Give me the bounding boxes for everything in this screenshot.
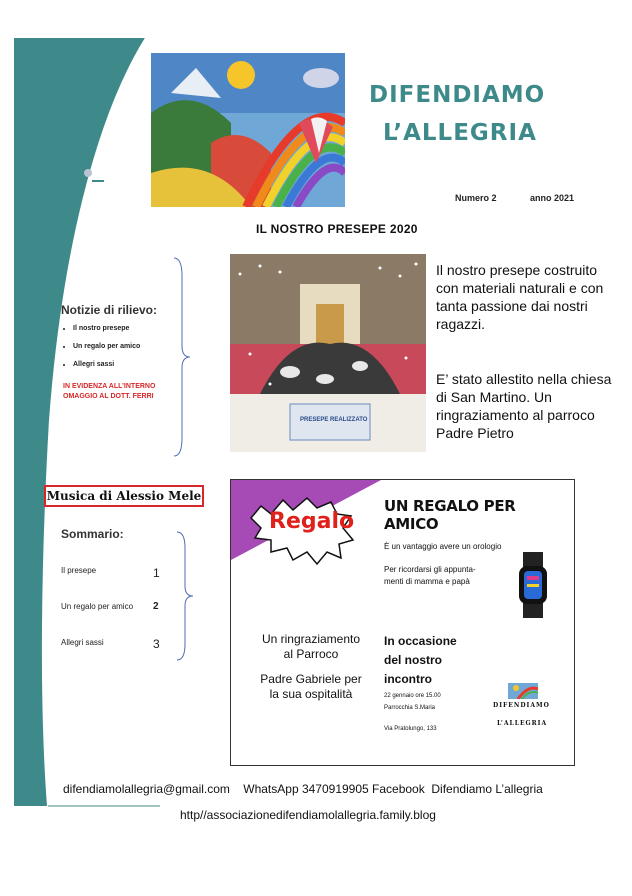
thanks-parroco (241, 632, 381, 662)
occasion-text (384, 632, 457, 689)
regalo-label: Regalo (269, 509, 355, 534)
photo-caption: PRESEPE REALIZZATO (300, 417, 368, 423)
event-date: 22 gennaio ore 15.00 (384, 693, 441, 699)
occasion-line: incontro (384, 672, 432, 686)
gift-line2b: menti di mamma e papà (384, 577, 470, 586)
summary-brace (175, 530, 197, 662)
bullet-dot (84, 169, 92, 177)
newsletter-title-line2: L’ALLEGRIA (383, 120, 537, 146)
summary-title: Sommario: (61, 527, 124, 541)
summary-item-page: 3 (153, 637, 160, 651)
highlights-title: Notizie di rilievo: (61, 303, 158, 317)
highlights-note-line1: IN EVIDENZA ALL’INTERNO (63, 383, 156, 390)
gift-line1: È un vantaggio avere un orologio (384, 542, 502, 551)
summary-item-page: 1 (153, 566, 160, 580)
issue-number: Numero 2 (455, 193, 497, 203)
gift-box (230, 479, 575, 766)
summary-item-label: Allegri sassi (61, 638, 104, 647)
occasion-line: del nostro (384, 653, 443, 667)
summary-item-label: Il presepe (61, 566, 97, 575)
thanks-line: Un ringraziamento (261, 632, 361, 646)
smartwatch-image (509, 552, 561, 618)
highlights-note-line2: OMAGGIO AL DOTT. FERRI (63, 393, 154, 400)
music-credit: Musica di Alessio Mele (44, 485, 204, 507)
event-place: Parrocchia S.Maria (384, 705, 436, 711)
summary-item-label: Un regalo per amico (61, 602, 134, 611)
footer-url: http//associazionedifendiamolallegria.family.blog (180, 808, 436, 822)
small-logo-line2: L’ALLEGRIA (497, 720, 548, 727)
highlights-brace (172, 256, 192, 458)
occasion-line: In occasione (384, 634, 457, 648)
highlight-item: • Allegri sassi (73, 361, 188, 368)
highlight-item: • Un regalo per amico (73, 343, 188, 350)
event-address: Via Pratolungo, 133 (384, 726, 437, 732)
gift-line2a: Per ricordarsi gli appunta- (384, 565, 476, 574)
header-painting (151, 53, 345, 207)
footer-contacts: difendiamolallegria@gmail.com WhatsApp 3470919905 Facebook Difendiamo L’allegria (63, 782, 543, 796)
highlight-item: • Il nostro presepe (73, 325, 188, 332)
gift-title: UN REGALO PER AMICO (384, 497, 516, 533)
article-paragraph2: E’ stato allestito nella chiesa di San Martino. Un ringraziamento al parroco Padre Pietro (436, 371, 612, 441)
thanks-gabriele (241, 672, 381, 702)
highlights-list (61, 325, 188, 379)
small-logo-image (508, 683, 538, 699)
issue-year: anno 2021 (530, 193, 575, 203)
thanks-line: la sua ospitalità (269, 687, 353, 701)
summary-item-page: 2 (153, 601, 159, 612)
small-logo-line1: DIFENDIAMO (493, 702, 550, 709)
newsletter-title-line1: DIFENDIAMO (369, 82, 546, 108)
article-title: IL NOSTRO PRESEPE 2020 (256, 222, 418, 236)
highlights-note (63, 382, 155, 402)
thanks-line: Padre Gabriele per (260, 672, 362, 686)
article-paragraph1: Il nostro presepe costruito con materiali naturali e con tanta passione dai nostri ragazzi. (436, 262, 604, 332)
thanks-line: al Parroco (283, 647, 339, 661)
